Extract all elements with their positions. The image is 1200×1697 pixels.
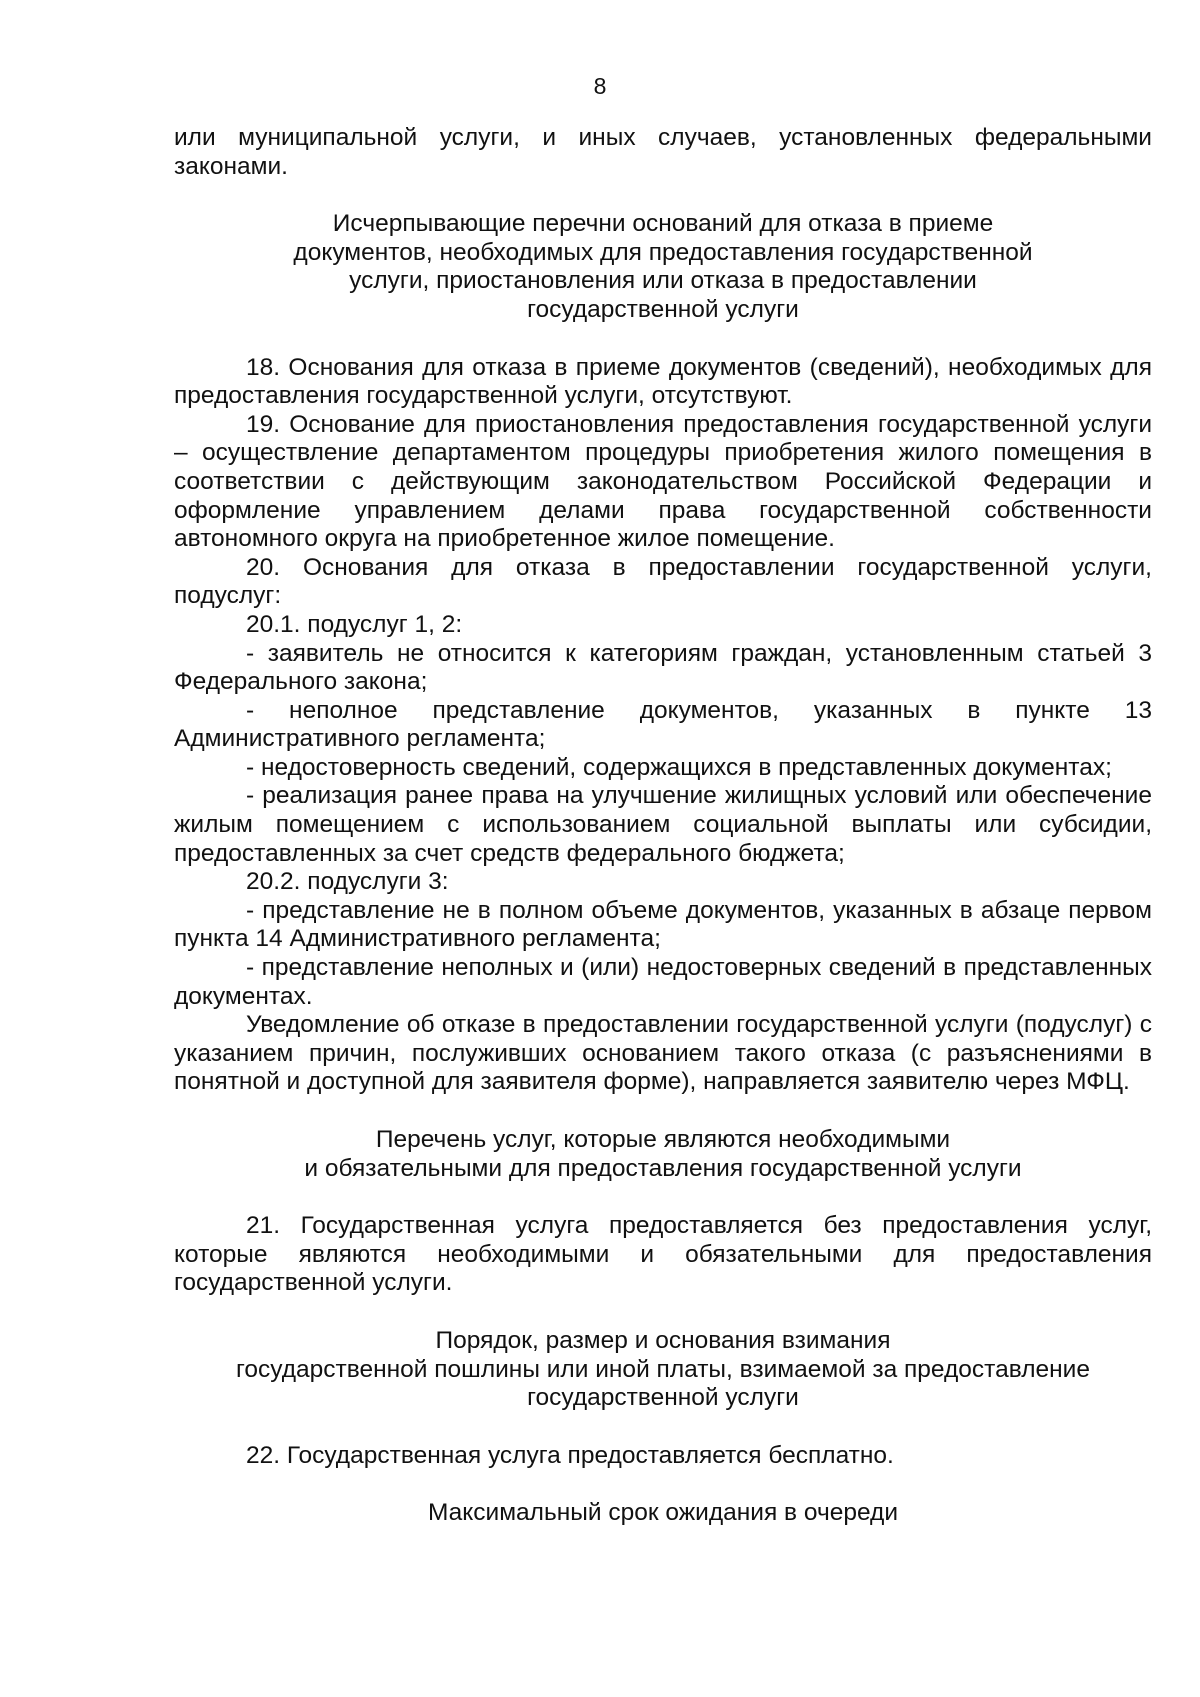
heading-line: государственной услуги [527,295,799,323]
list-item: - представление не в полном объеме документов, указанных в абзаце первом пункта 14 Административного регламента; [174,896,1152,953]
heading-line: услуги, приостановления или отказа в предоставлении [349,267,977,295]
document-body [174,124,1152,1528]
heading-line: Перечень услуг, которые являются необходимыми [375,1126,951,1153]
section-heading-required-services [174,1126,1152,1183]
heading-line: государственной пошлины или иной платы, взимаемой за предоставление [236,1355,1090,1383]
heading-line: и обязательными для предоставления государственной услуги [304,1154,1022,1182]
heading-line: Исчерпывающие перечни оснований для отказа в приеме [332,210,994,238]
list-item: - реализация ранее права на улучшение жилищных условий или обеспечение жилым помещением с использованием социальной выплаты или субсидии, предоставленных за счет средств федерального бюджета; [174,782,1152,867]
paragraph-20-2: 20.2. подуслуги 3: [246,868,449,896]
list-item: - недостоверность сведений, содержащихся в представленных документах; [246,753,1112,781]
section-heading-queue-time [174,1499,1152,1528]
paragraph-18: 18. Основания для отказа в приеме документов (сведений), необходимых для предоставления государственной услуги, отсутствуют. [174,353,1152,410]
paragraph-intro: или муниципальной услуги, и иных случаев, установленных федеральными законами. [174,124,1152,180]
paragraph-19: 19. Основание для приостановления предоставления государственной услуги – осуществление департаментом процедуры приобретения жилого помещения в соответствии с действующим законодательством Российской Федерации и оформление управлением делами права государственной собственности автономного округа на приобретенное жилое помещение. [174,410,1152,553]
paragraph-22: 22. Государственная услуга предоставляется бесплатно. [246,1441,894,1469]
page-number: 8 [593,73,607,99]
heading-line: Максимальный срок ожидания в очереди [427,1499,899,1527]
heading-line: государственной услуги [527,1384,799,1412]
paragraph-20-1: 20.1. подуслуг 1, 2: [246,610,463,638]
section-heading-refusal-grounds [174,210,1152,324]
list-item: - неполное представление документов, указанных в пункте 13 Административного регламента; [174,696,1152,753]
section-heading-fees [174,1327,1152,1413]
paragraph-notice: Уведомление об отказе в предоставлении государственной услуги (подуслуг) с указанием причин, послуживших основанием такого отказа (с разъяснениями в понятной и доступной для заявителя форме), направляется заявителю через МФЦ. [174,1011,1152,1096]
list-item: - заявитель не относится к категориям граждан, установленным статьей 3 Федерального закона; [174,639,1152,696]
paragraph-20: 20. Основания для отказа в предоставлении государственной услуги, подуслуг: [174,553,1152,610]
heading-line: документов, необходимых для предоставления государственной [293,238,1033,266]
heading-line: Порядок, размер и основания взимания [435,1326,891,1354]
paragraph-21: 21. Государственная услуга предоставляется без предоставления услуг, которые являются необходимыми и обязательными для предоставления государственной услуги. [174,1212,1152,1297]
list-item: - представление неполных и (или) недостоверных сведений в представленных документах. [174,954,1152,1010]
